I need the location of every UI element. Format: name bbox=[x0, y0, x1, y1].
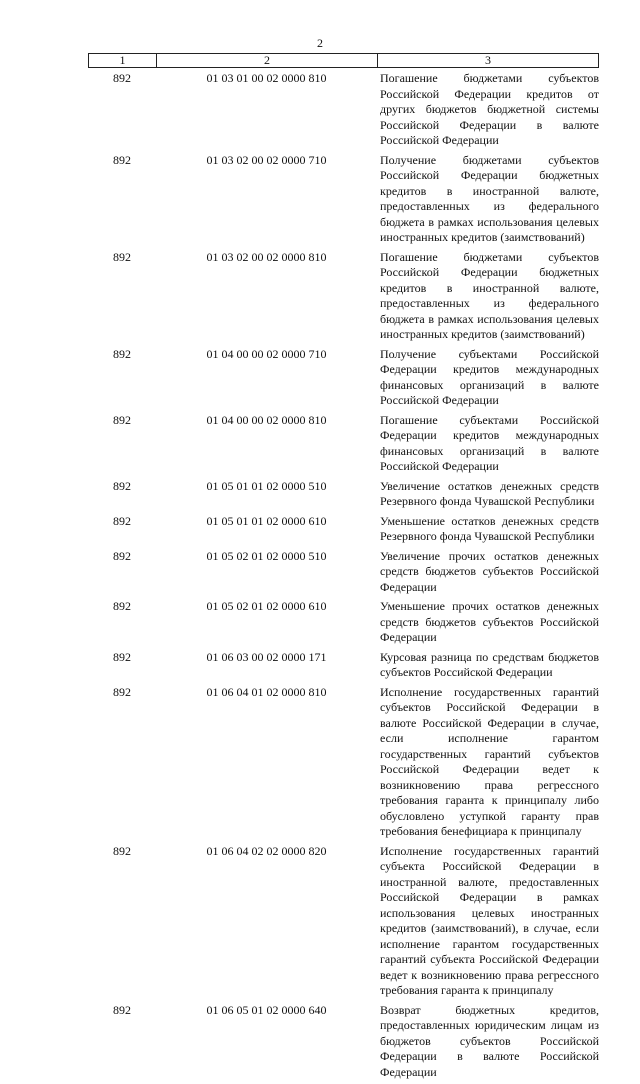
budget-code: 01 05 02 01 02 0000 610 bbox=[206, 599, 327, 613]
table-row bbox=[88, 599, 599, 646]
budget-code: 01 06 04 02 02 0000 820 bbox=[206, 843, 327, 858]
source-name: Исполнение государственных гарантий субъекта Российской Федерации в иностранной валюте, предоставленных Российской Федерации в рамках использования целевых иностранных кредитов (заимствований), в случае, если исполнение гарантом государственных гарантий субъекта Российской Федерации ведет к возникновению права регрессного требования гаранта к принципалу bbox=[380, 843, 599, 997]
admin-code: 892 bbox=[113, 346, 131, 361]
table-row bbox=[88, 514, 599, 545]
source-name: Курсовая разница по средствам бюджетов субъектов Российской Федерации bbox=[380, 649, 599, 679]
budget-code: 01 06 05 01 02 0000 640 bbox=[206, 1002, 327, 1017]
source-name: Возврат бюджетных кредитов, предоставленных юридическим лицам из бюджетов субъектов Российской Федерации в валюте Российской Федерации bbox=[380, 1002, 599, 1079]
budget-code: 01 03 02 00 02 0000 810 bbox=[206, 249, 327, 264]
table-row bbox=[88, 549, 599, 596]
budget-code: 01 05 02 01 02 0000 510 bbox=[206, 548, 327, 563]
header-col-3: 3 bbox=[485, 53, 491, 67]
admin-code: 892 bbox=[113, 71, 131, 85]
source-name: Погашение бюджетами субъектов Российской Федерации бюджетных кредитов в иностранной валюте, предоставленных из федерального бюджета в рамках использования целевых иностранных кредитов (заимствований) bbox=[380, 249, 599, 341]
admin-code: 892 bbox=[113, 513, 131, 528]
budget-code: 01 03 02 00 02 0000 710 bbox=[206, 152, 327, 167]
header-col-1: 1 bbox=[89, 54, 157, 67]
header-col-2: 2 bbox=[157, 54, 378, 67]
budget-code: 01 05 01 01 02 0000 610 bbox=[206, 513, 327, 528]
budget-code: 01 04 00 00 02 0000 710 bbox=[206, 346, 327, 361]
table-row bbox=[88, 479, 599, 510]
source-name: Увеличение прочих остатков денежных средств бюджетов субъектов Российской Федерации bbox=[380, 548, 599, 594]
table-row bbox=[88, 650, 599, 681]
admin-code: 892 bbox=[113, 249, 131, 264]
table-row bbox=[88, 153, 599, 246]
table-header bbox=[88, 53, 599, 68]
budget-code: 01 04 00 00 02 0000 810 bbox=[206, 412, 327, 427]
table-row bbox=[88, 347, 599, 409]
admin-code: 892 bbox=[113, 412, 131, 427]
page-number: 2 bbox=[317, 36, 323, 50]
table-row bbox=[88, 1003, 599, 1081]
admin-code: 892 bbox=[113, 684, 131, 699]
admin-code: 892 bbox=[113, 649, 131, 664]
budget-code: 01 06 04 01 02 0000 810 bbox=[206, 684, 327, 699]
admin-code: 892 bbox=[113, 478, 131, 493]
source-name: Погашение субъектами Российской Федерации кредитов международных финансовых организаций в валюте Российской Федерации bbox=[380, 412, 599, 473]
budget-code: 01 06 03 00 02 0000 171 bbox=[206, 649, 327, 664]
source-name: Получение субъектами Российской Федерации кредитов международных финансовых организаций в валюте Российской Федерации bbox=[380, 346, 599, 407]
table-row bbox=[88, 250, 599, 343]
admin-code: 892 bbox=[113, 152, 131, 167]
budget-code: 01 05 01 01 02 0000 510 bbox=[206, 478, 327, 493]
table-body bbox=[88, 71, 599, 1084]
table-row bbox=[88, 685, 599, 840]
table-row bbox=[88, 71, 599, 149]
source-name: Уменьшение остатков денежных средств Резервного фонда Чувашской Республики bbox=[380, 513, 599, 543]
source-name: Погашение бюджетами субъектов Российской Федерации кредитов от других бюджетов бюджетной системы Российской Федерации в валюте Российской Федерации bbox=[380, 71, 599, 147]
admin-code: 892 bbox=[113, 599, 131, 613]
admin-code: 892 bbox=[113, 548, 131, 563]
admin-code: 892 bbox=[113, 1002, 131, 1017]
budget-code: 01 03 01 00 02 0000 810 bbox=[206, 71, 327, 85]
table-row bbox=[88, 844, 599, 999]
admin-code: 892 bbox=[113, 843, 131, 858]
source-name: Увеличение остатков денежных средств Резервного фонда Чувашской Республики bbox=[380, 478, 599, 508]
source-name: Исполнение государственных гарантий субъектов Российской Федерации в валюте Российской Федерации в случае, если исполнение гарантом государственных гарантий субъектов Российской Федерации ведет к возникновению права регрессного требования гаранта к принципалу либо обусловлено уступкой гаранту прав требования бенефициара к принципалу bbox=[380, 684, 599, 838]
source-name: Уменьшение прочих остатков денежных средств бюджетов субъектов Российской Федерации bbox=[380, 599, 599, 644]
source-name: Получение бюджетами субъектов Российской Федерации бюджетных кредитов в иностранной валюте, предоставленных из федерального бюджета в рамках использования целевых иностранных кредитов (заимствований) bbox=[380, 152, 599, 244]
table-row bbox=[88, 413, 599, 475]
